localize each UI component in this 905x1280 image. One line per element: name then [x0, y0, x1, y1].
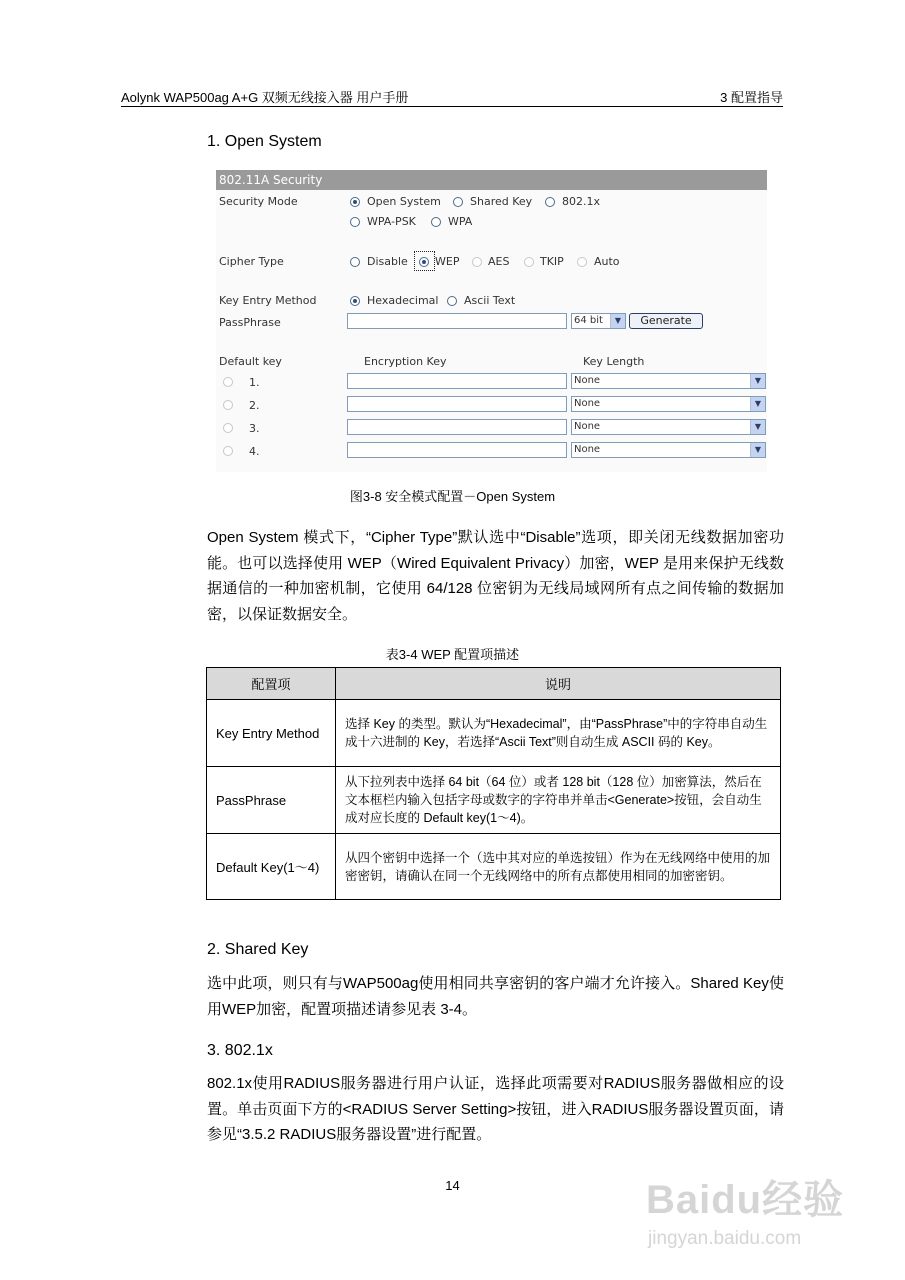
- watermark-url: jingyan.baidu.com: [648, 1228, 802, 1249]
- security-mode-label: Security Mode: [219, 195, 298, 208]
- key-length-3-select[interactable]: [571, 419, 766, 435]
- key-row-3-label: 3.: [249, 422, 260, 435]
- key-length-2-select[interactable]: [571, 396, 766, 412]
- table-header-item: 配置项: [207, 668, 336, 700]
- key-row-4-label: 4.: [249, 445, 260, 458]
- bit-length-value: 64 bit: [574, 315, 603, 326]
- watermark-brand: Baidu经验: [646, 1178, 845, 1222]
- passphrase-label: PassPhrase: [219, 316, 281, 329]
- section-title-open-system: 1. Open System: [207, 133, 322, 150]
- bit-length-select[interactable]: [571, 313, 626, 329]
- table-row: [207, 767, 781, 834]
- option-wep-label: WEP: [435, 255, 460, 268]
- chevron-down-icon: ▼: [750, 420, 765, 434]
- section-title-8021x: 3. 802.1x: [207, 1042, 273, 1059]
- table-row: [207, 834, 781, 900]
- key-length-3-value: None: [574, 421, 601, 432]
- paragraph-8021x: 802.1x使用RADIUS服务器进行用户认证，选择此项需要对RADIUS服务器做相应的设置。单击页面下方的<RADIUS Server Setting>按钮，进入RADIUS服务器设置页面，请参见“3.5.2 RADIUS服务器设置”进行配置。: [207, 1075, 784, 1143]
- radio-cipher-aes[interactable]: [472, 257, 482, 267]
- panel-title: 802.11A Security: [216, 170, 767, 190]
- chevron-down-icon: ▼: [750, 443, 765, 457]
- key-length-4-select[interactable]: [571, 442, 766, 458]
- encryption-key-1-input[interactable]: [347, 373, 567, 389]
- option-shared-key-label: Shared Key: [470, 195, 533, 208]
- radio-default-key-4[interactable]: [223, 446, 233, 456]
- radio-wpa[interactable]: [431, 217, 441, 227]
- passphrase-input[interactable]: [347, 313, 567, 329]
- baidu-watermark: [646, 1150, 856, 1260]
- radio-cipher-auto[interactable]: [577, 257, 587, 267]
- table-row-item: Default Key(1～4): [207, 834, 336, 900]
- radio-default-key-2[interactable]: [223, 400, 233, 410]
- figure-caption: 图3-8 安全模式配置－Open System: [349, 489, 556, 504]
- option-auto-label: Auto: [594, 255, 620, 268]
- table-row-item: PassPhrase: [207, 767, 336, 834]
- radio-default-key-1[interactable]: [223, 377, 233, 387]
- radio-default-key-3[interactable]: [223, 423, 233, 433]
- option-tkip-label: TKIP: [540, 255, 564, 268]
- key-length-2-value: None: [574, 398, 601, 409]
- key-length-header: Key Length: [583, 355, 645, 368]
- wep-config-table: [206, 667, 781, 900]
- radio-cipher-wep[interactable]: [419, 257, 429, 267]
- option-disable-label: Disable: [367, 255, 408, 268]
- radio-shared-key[interactable]: [453, 197, 463, 207]
- table-row-desc: 从下拉列表中选择 64 bit（64 位）或者 128 bit（128 位）加密算法，然后在文本框栏内输入包括字母或数字的字符串并单击<Generate>按钮，会自动生成对应长度的 Default key(1～4)。: [336, 767, 781, 834]
- key-row-1-label: 1.: [249, 376, 260, 389]
- security-config-panel: [216, 170, 767, 472]
- option-wpa-psk-label: WPA-PSK: [367, 215, 416, 228]
- encryption-key-3-input[interactable]: [347, 419, 567, 435]
- table-header-row: [207, 668, 781, 700]
- header-rule: [121, 106, 783, 107]
- page-number: 14: [445, 1178, 460, 1193]
- table-header-desc: 说明: [336, 668, 781, 700]
- option-aes-label: AES: [488, 255, 510, 268]
- generate-button[interactable]: Generate: [629, 313, 703, 329]
- radio-cipher-disable[interactable]: [350, 257, 360, 267]
- chevron-down-icon: ▼: [750, 397, 765, 411]
- encryption-key-4-input[interactable]: [347, 442, 567, 458]
- header-title: Aolynk WAP500ag A+G 双频无线接入器 用户手册: [121, 90, 409, 105]
- key-length-4-value: None: [574, 444, 601, 455]
- option-wpa-label: WPA: [448, 215, 473, 228]
- table-caption: 表3-4 WEP 配置项描述: [385, 647, 520, 662]
- cipher-type-label: Cipher Type: [219, 255, 284, 268]
- radio-cipher-tkip[interactable]: [524, 257, 534, 267]
- encryption-key-header: Encryption Key: [364, 355, 447, 368]
- table-row-desc: 从四个密钥中选择一个（选中其对应的单选按钮）作为在无线网络中使用的加密密钥，请确认在同一个无线网络中的所有点都使用相同的加密密钥。: [336, 834, 781, 900]
- paragraph-shared-key: 选中此项，则只有与WAP500ag使用相同共享密钥的客户端才允许接入。Shared Key使用WEP加密，配置项描述请参见表 3-4。: [207, 975, 784, 1018]
- option-ascii-text-label: Ascii Text: [464, 294, 516, 307]
- radio-open-system[interactable]: [350, 197, 360, 207]
- table-row: [207, 700, 781, 767]
- radio-8021x[interactable]: [545, 197, 555, 207]
- key-length-1-value: None: [574, 375, 601, 386]
- encryption-key-2-input[interactable]: [347, 396, 567, 412]
- table-row-item: Key Entry Method: [207, 700, 336, 767]
- option-8021x-label: 802.1x: [562, 195, 601, 208]
- option-hexadecimal-label: Hexadecimal: [367, 294, 439, 307]
- radio-wpa-psk[interactable]: [350, 217, 360, 227]
- paragraph-open-system: Open System 模式下，“Cipher Type”默认选中“Disable”选项，即关闭无线数据加密功能。也可以选择使用 WEP（Wired Equivalent Privacy）加密，WEP 是用来保护无线数据通信的一种加密机制，它使用 64/128 位密钥为无线局域网所有点之间传输的数据加密，以保证数据安全。: [207, 529, 784, 623]
- key-length-1-select[interactable]: [571, 373, 766, 389]
- default-key-label: Default key: [219, 355, 282, 368]
- radio-hexadecimal[interactable]: [350, 296, 360, 306]
- table-row-desc: 选择 Key 的类型。默认为“Hexadecimal”，由“PassPhrase”中的字符串自动生成十六进制的 Key，若选择“Ascii Text”则自动生成 ASCII 码的 Key。: [336, 700, 781, 767]
- option-open-system-label: Open System: [367, 195, 441, 208]
- chevron-down-icon: ▼: [610, 314, 625, 328]
- key-row-2-label: 2.: [249, 399, 260, 412]
- radio-ascii-text[interactable]: [447, 296, 457, 306]
- header-chapter: 3 配置指导: [720, 90, 783, 105]
- chevron-down-icon: ▼: [750, 374, 765, 388]
- section-title-shared-key: 2. Shared Key: [207, 941, 309, 958]
- key-entry-method-label: Key Entry Method: [219, 294, 317, 307]
